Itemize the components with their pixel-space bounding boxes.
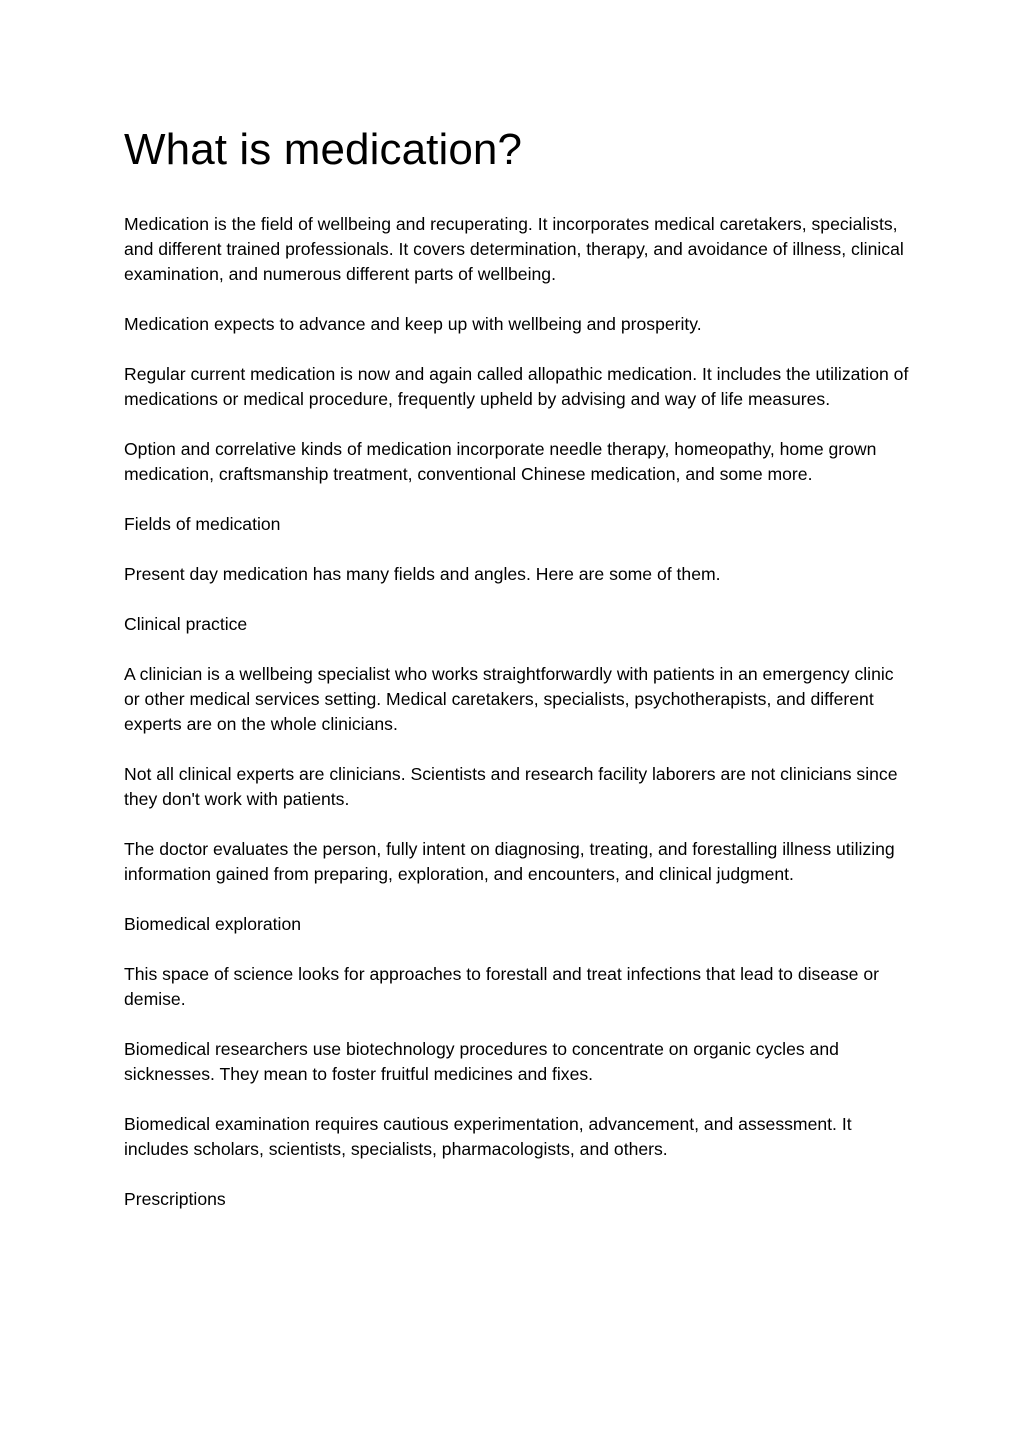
paragraph-clinician: A clinician is a wellbeing specialist who works straightforwardly with patients in an emergency clinic or other medical services setting. Medical caretakers, specialists, psychotherapists, and different experts are on the whole clinicians. xyxy=(124,664,894,734)
section-heading-clinical-practice: Clinical practice xyxy=(124,614,248,634)
paragraph-biomedical-science: This space of science looks for approaches to forestall and treat infections that lead to disease or demise. xyxy=(124,964,880,1009)
paragraph-alternative: Option and correlative kinds of medication incorporate needle therapy, homeopathy, home grown medication, craftsmanship treatment, conventional Chinese medication, and some more. xyxy=(124,439,877,484)
paragraph-biomedical-researchers: Biomedical researchers use biotechnology procedures to concentrate on organic cycles and sicknesses. They mean to foster fruitful medicines and fixes. xyxy=(124,1039,839,1084)
document-body xyxy=(124,212,914,1212)
page-title: What is medication? xyxy=(124,125,523,174)
paragraph-biomedical-examination: Biomedical examination requires cautious experimentation, advancement, and assessment. It includes scholars, scientists, specialists, pharmacologists, and others. xyxy=(124,1114,852,1159)
paragraph-intro: Medication is the field of wellbeing and recuperating. It incorporates medical caretakers, specialists, and different trained professionals. It covers determination, therapy, and avoidance of illness, clinical examination, and numerous different parts of wellbeing. xyxy=(124,214,904,284)
document-page xyxy=(124,124,914,1237)
paragraph-not-clinicians: Not all clinical experts are clinicians. Scientists and research facility laborers are not clinicians since they don't work with patients. xyxy=(124,764,898,809)
section-heading-prescriptions: Prescriptions xyxy=(124,1189,226,1209)
section-heading-fields: Fields of medication xyxy=(124,514,281,534)
paragraph-doctor: The doctor evaluates the person, fully intent on diagnosing, treating, and forestalling illness utilizing information gained from preparing, exploration, and encounters, and clinical judgment. xyxy=(124,839,895,884)
paragraph-purpose: Medication expects to advance and keep up with wellbeing and prosperity. xyxy=(124,314,702,334)
paragraph-fields-intro: Present day medication has many fields and angles. Here are some of them. xyxy=(124,564,721,584)
section-heading-biomedical: Biomedical exploration xyxy=(124,914,302,934)
paragraph-allopathic: Regular current medication is now and again called allopathic medication. It includes the utilization of medications or medical procedure, frequently upheld by advising and way of life measures. xyxy=(124,364,909,409)
